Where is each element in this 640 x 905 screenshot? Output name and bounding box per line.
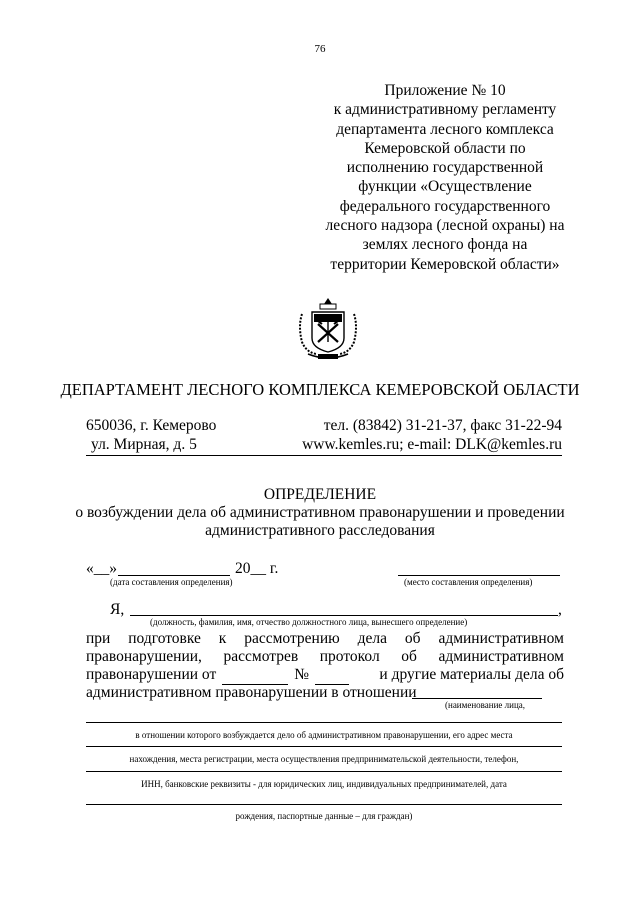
place-caption: (место составления определения) [404, 577, 533, 587]
date-blank[interactable] [118, 575, 230, 576]
contacts: тел. (83842) 31-21-37, факс 31-22-94 www.kemles.ru; e-mail: DLK@kemles.ru [302, 417, 562, 453]
document-title-block: ОПРЕДЕЛЕНИЕ о возбуждении дела об административном правонарушении и проведении административного расследования [0, 486, 640, 540]
document-title: ОПРЕДЕЛЕНИЕ [263, 486, 377, 503]
appendix-line: землях лесного фонда на [362, 236, 528, 254]
ya-label: Я, [110, 601, 125, 618]
year-field: 20__ г. [235, 560, 279, 577]
page-number: 76 [314, 43, 326, 55]
appendix-line: территории Кемеровской области» [330, 255, 560, 273]
official-blank[interactable] [130, 615, 558, 616]
place-blank[interactable] [398, 575, 560, 576]
appendix-line: Кемеровской области по [364, 139, 526, 157]
subject-line-5[interactable] [86, 804, 562, 805]
appendix-line: к административному регламенту [333, 101, 557, 119]
paragraph-line-2: правонарушении, рассмотрев протокол об административном [86, 648, 564, 665]
paragraph-line-1: при подготовке к рассмотрению дела об административном [86, 630, 564, 647]
subject-line-3[interactable] [86, 746, 562, 747]
paragraph-line-3: правонарушении от № и другие материалы дела об [86, 666, 564, 683]
appendix-line: функции «Осуществление [358, 178, 532, 196]
appendix-line: лесного надзора (лесной охраны) на [325, 217, 565, 235]
protocol-date-blank[interactable] [222, 666, 288, 685]
date-caption: (дата составления определения) [110, 577, 233, 587]
department-name: ДЕПАРТАМЕНТ ЛЕСНОГО КОМПЛЕКСА КЕМЕРОВСКОЙ ОБЛАСТИ [60, 380, 580, 399]
header-divider [86, 455, 562, 456]
subject-line-4[interactable] [86, 771, 562, 772]
appendix-line: исполнению государственной [346, 159, 544, 177]
address: 650036, г. Кемерово ул. Мирная, д. 5 [86, 417, 217, 453]
appendix-line: федерального государственного [339, 197, 551, 215]
appendix-line: Приложение № 10 [384, 82, 506, 99]
official-caption: (должность, фамилия, имя, отчество должностного лица, вынесшего определение) [150, 617, 468, 627]
subject-blank[interactable] [412, 698, 542, 699]
appendix-line: департамента лесного комплекса [336, 120, 554, 138]
paragraph-line-4: административном правонарушении в отношении [86, 684, 417, 701]
subject-line-2[interactable] [86, 722, 562, 723]
date-field: «__» [86, 560, 117, 577]
protocol-number-blank[interactable] [315, 666, 349, 685]
appendix-block [320, 81, 570, 274]
coat-of-arms-icon [296, 296, 360, 362]
